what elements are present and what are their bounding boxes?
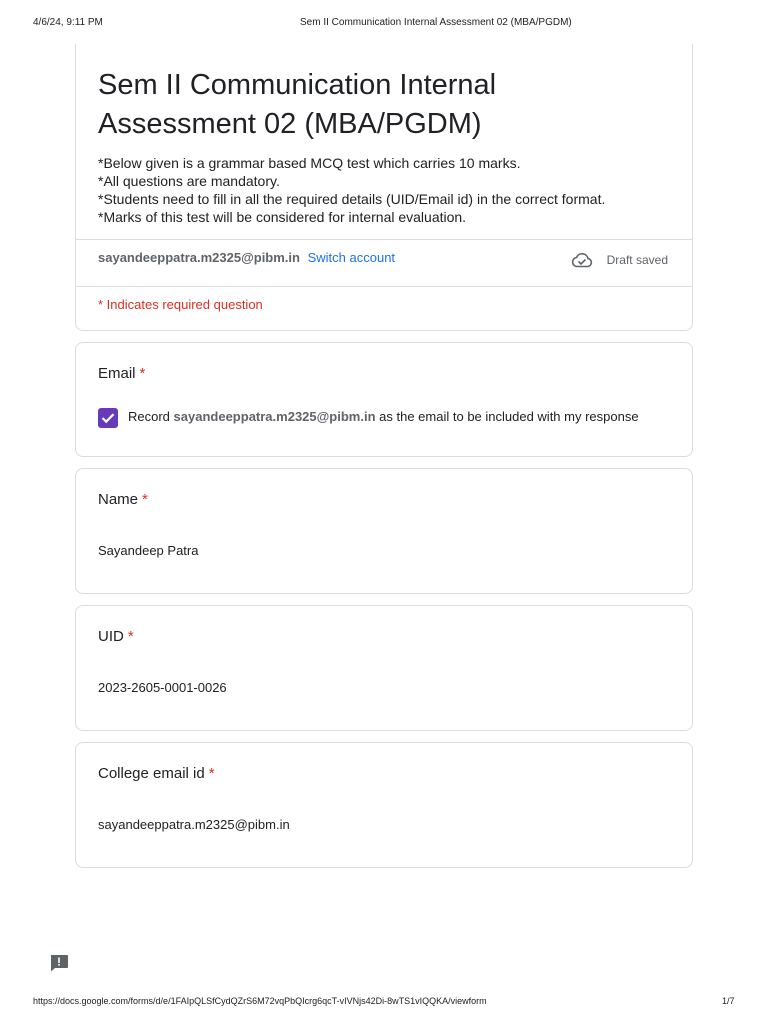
print-footer [0,996,768,1010]
question-label: College email id * [98,765,215,782]
divider [76,239,692,240]
account-row [98,250,395,265]
draft-status-text: Draft saved [606,253,668,267]
print-url: https://docs.google.com/forms/d/e/1FAIpQLSfCydQZrS6M72vqPbQIcrg6qcT-vIVNjs42Di-8wTS1vIQQKA/viewform [33,996,487,1006]
question-email [75,342,693,457]
required-asterisk: * [127,628,134,645]
form-header-card [75,44,693,331]
required-note: * Indicates required question [98,297,263,312]
question-label: Name * [98,491,148,508]
record-email-label[interactable]: Record sayandeeppatra.m2325@pibm.in as the email to be included with my response [128,409,639,424]
record-email-checkbox[interactable] [98,408,118,428]
cloud-check-icon [571,252,593,268]
question-name [75,468,693,594]
required-asterisk: * [139,365,146,382]
required-asterisk: * [208,765,215,782]
switch-account-link[interactable]: Switch account [307,250,396,265]
print-datetime: 4/6/24, 9:11 PM [33,17,103,28]
uid-answer[interactable]: 2023-2605-0001-0026 [98,680,227,695]
record-email-address: sayandeeppatra.m2325@pibm.in [173,409,376,424]
form-description [98,154,678,226]
print-doc-title: Sem II Communication Internal Assessment 02 (MBA/PGDM) [300,17,572,28]
question-label: UID * [98,628,134,645]
description-line: *Students need to fill in all the required details (UID/Email id) in the correct format. [98,191,606,207]
question-label: Email * [98,365,146,382]
page-number: 1/7 [722,996,735,1006]
college-email-answer[interactable]: sayandeeppatra.m2325@pibm.in [98,817,290,832]
print-header [0,16,768,30]
name-answer[interactable]: Sayandeep Patra [98,543,199,558]
checkmark-icon [101,412,115,424]
question-college-email [75,742,693,868]
required-asterisk: * [142,491,148,508]
description-line: *Below given is a grammar based MCQ test which carries 10 marks. [98,155,521,171]
description-line: *Marks of this test will be considered for internal evaluation. [98,209,467,225]
divider [76,286,692,287]
form-title: Sem II Communication Internal Assessment 02 (MBA/PGDM) [98,69,497,140]
description-line: *All questions are mandatory. [98,173,280,189]
account-email: sayandeeppatra.m2325@pibm.in [98,250,300,265]
feedback-icon[interactable] [49,954,69,972]
draft-status [571,252,668,268]
question-uid [75,605,693,731]
